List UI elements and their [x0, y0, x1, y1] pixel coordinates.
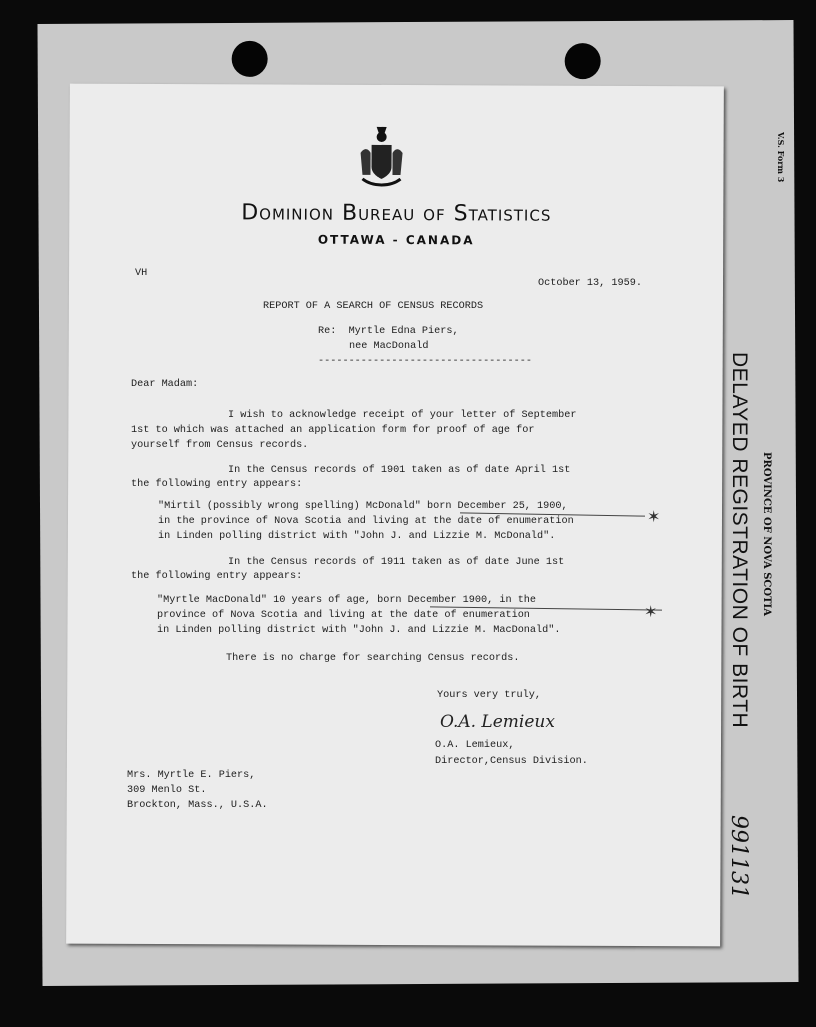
para1-line: yourself from Census records. — [131, 440, 309, 451]
org-title: Dominion Bureau of Statistics — [241, 200, 552, 227]
report-title: REPORT OF A SEARCH OF CENSUS RECORDS — [263, 301, 484, 312]
quote2-line: in Linden polling district with "John J. and Lizzie M. MacDonald". — [157, 625, 561, 636]
para4: There is no charge for searching Census records. — [226, 653, 520, 664]
quote2-line: "Myrtle MacDonald" 10 years of age, born December 1900, in the — [157, 595, 537, 606]
para1-line: I wish to acknowledge receipt of your letter of September — [228, 410, 577, 421]
coat-of-arms-icon — [356, 123, 406, 189]
address-line: Mrs. Myrtle E. Piers, — [127, 770, 256, 781]
quote1-line: "Mirtil (possibly wrong spelling) McDonald" born December 25, 1900, — [158, 501, 568, 512]
letter-date: October 13, 1959. — [538, 278, 642, 289]
para3-line: In the Census records of 1911 taken as of date June 1st — [228, 557, 565, 568]
address-line: 309 Menlo St. — [127, 785, 207, 796]
para2-line: the following entry appears: — [131, 479, 303, 490]
punch-hole — [232, 41, 268, 77]
pen-x-mark: ✶ — [644, 602, 658, 621]
para2-line: In the Census records of 1901 taken as of date April 1st — [228, 465, 571, 476]
dash-rule: ----------------------------------- — [318, 356, 532, 367]
form-number: V.S. Form 3 — [776, 132, 786, 183]
quote1-line: in Linden polling district with "John J. and Lizzie M. McDonald". — [158, 531, 556, 542]
closing: Yours very truly, — [437, 690, 541, 701]
address-line: Brockton, Mass., U.S.A. — [127, 800, 268, 811]
handwritten-number: 991131 — [726, 815, 751, 899]
re-line: Re: Myrtle Edna Piers, — [318, 326, 459, 337]
signer-name: O.A. Lemieux, — [435, 740, 515, 751]
org-location: OTTAWA - CANADA — [317, 232, 475, 248]
signature: O.A. Lemieux — [440, 712, 555, 732]
salutation: Dear Madam: — [131, 379, 199, 390]
re-line-nee: nee MacDonald — [349, 341, 429, 352]
pen-x-mark: ✶ — [647, 507, 661, 526]
province-heading: PROVINCE OF NOVA SCOTIA — [761, 452, 772, 616]
para3-line: the following entry appears: — [131, 571, 303, 582]
quote2-line: province of Nova Scotia and living at the date of enumeration — [157, 610, 530, 621]
signer-title: Director,Census Division. — [435, 756, 588, 767]
form-heading: DELAYED REGISTRATION OF BIRTH — [728, 352, 751, 729]
para1-line: 1st to which was attached an application form for proof of age for — [131, 425, 535, 436]
typist-initials: VH — [135, 268, 148, 279]
punch-hole — [565, 43, 601, 79]
quote1-line: in the province of Nova Scotia and living at the date of enumeration — [158, 516, 574, 527]
